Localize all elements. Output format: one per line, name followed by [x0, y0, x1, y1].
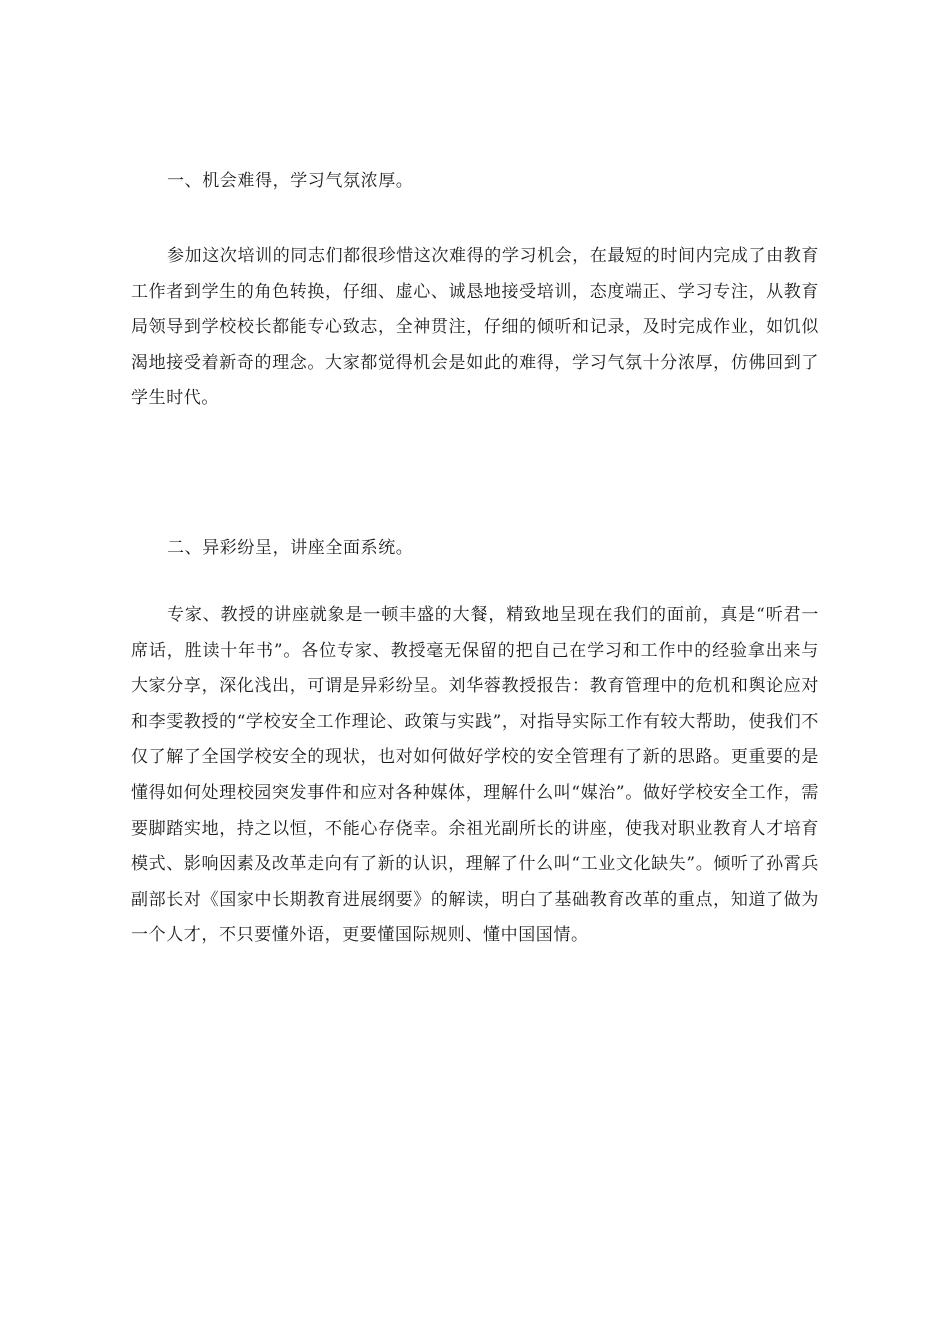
section-2-paragraph: 专家、教授的讲座就象是一顿丰盛的大餐，精致地呈现在我们的面前，真是“听君一席话，胜读十年书”。各位专家、教授毫无保留的把自己在学习和工作中的经验拿出来与大家分享，深化浅出，可谓是异彩纷呈。刘华蓉教授报告：教育管理中的危机和舆论应对和李雯教授的“学校安全工作理论、政策与实践”，对指导实际工作有较大帮助，使我们不仅了解了全国学校安全的现状，也对如何做好学校的安全管理有了新的思路。更重要的是懂得如何处理校园突发事件和应对各种媒体，理解什么叫“媒治”。做好学校安全工作，需要脚踏实地，持之以恒，不能心存侥幸。余祖光副所长的讲座，使我对职业教育人才培育模式、影响因素及改革走向有了新的认识，理解了什么叫“工业文化缺失”。倾听了孙霄兵副部长对《国家中长期教育进展纲要》的解读，明白了基础教育改革的重点，知道了做为一个人才，不只要懂外语，更要懂国际规则、懂中国国情。 — [131, 605, 819, 946]
section-1-paragraph: 参加这次培训的同志们都很珍惜这次难得的学习机会，在最短的时间内完成了由教育工作者到学生的角色转换，仔细、虚心、诚恳地接受培训，态度端正、学习专注，从教育局领导到学校校长都能专心致志，全神贯注，仔细的倾听和记录，及时完成作业，如饥似渴地接受着新奇的理念。大家都觉得机会是如此的难得，学习气氛十分浓厚，仿佛回到了学生时代。 — [131, 246, 819, 409]
section-2-heading: 二、异彩纷呈，讲座全面系统。 — [167, 538, 414, 558]
section-1-heading: 一、机会难得，学习气氛浓厚。 — [167, 171, 414, 191]
